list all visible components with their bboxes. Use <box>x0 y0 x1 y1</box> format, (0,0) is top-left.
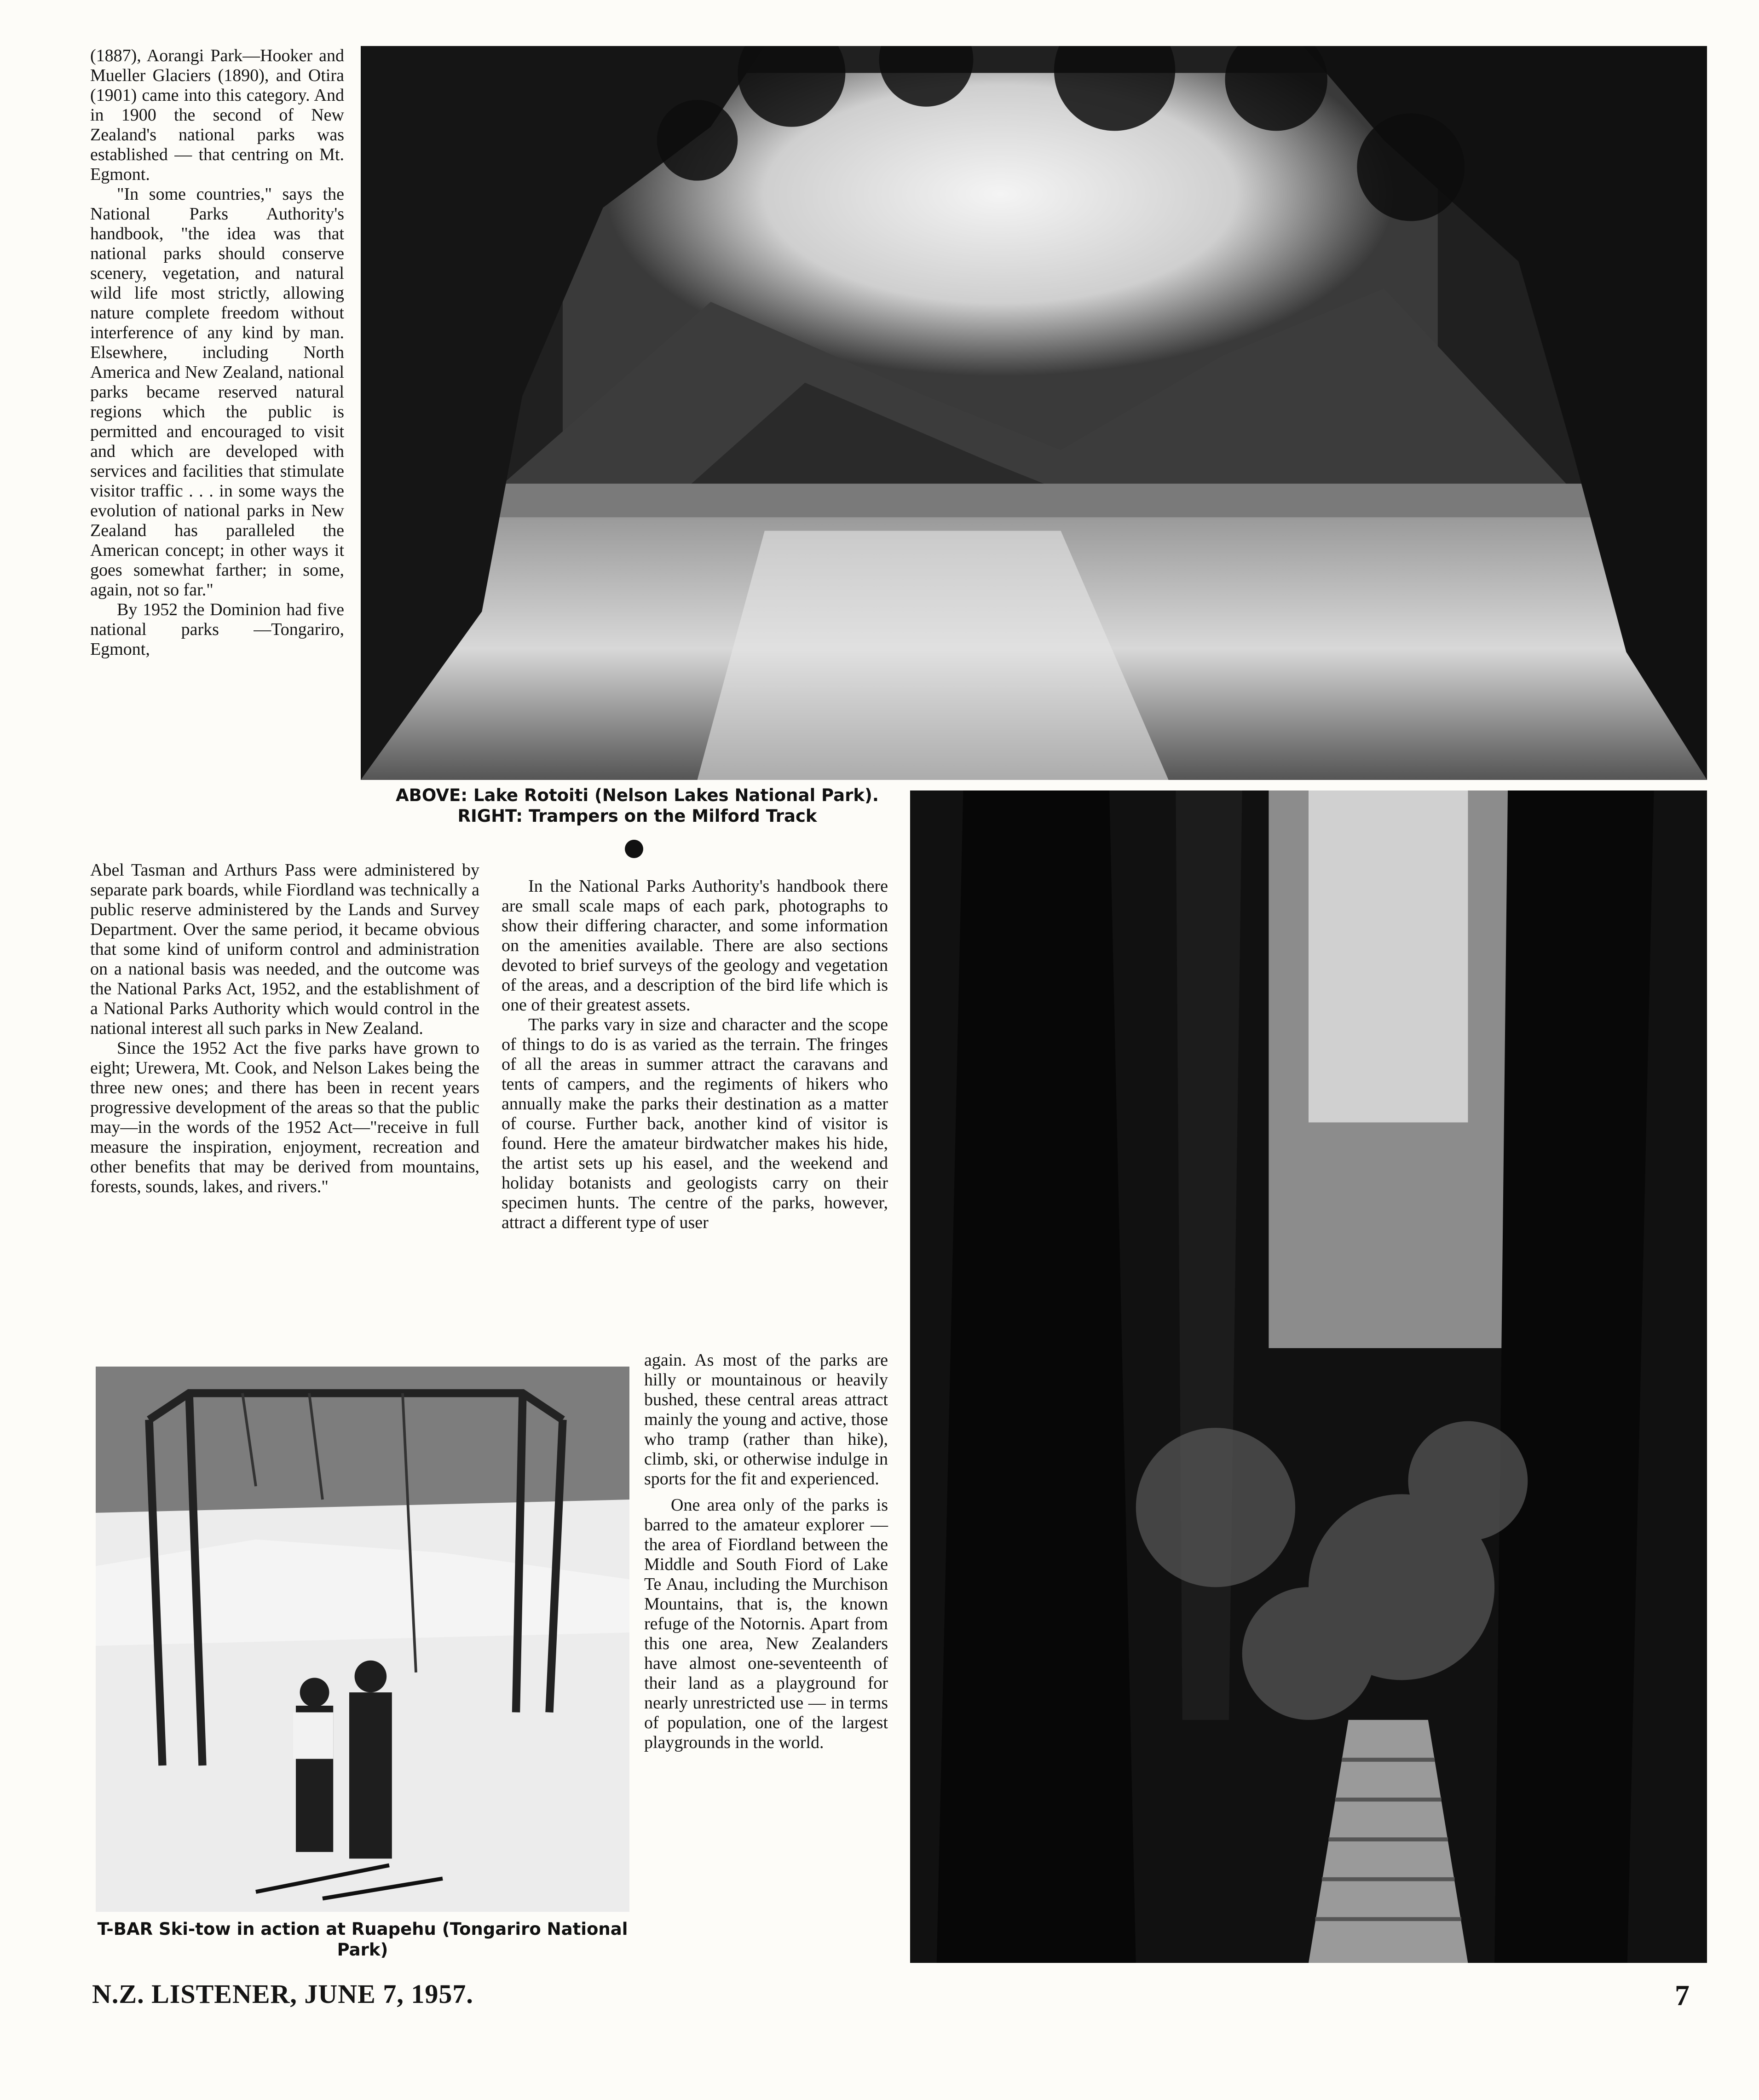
article-column-wide <box>90 860 479 1197</box>
article-paragraph: Since the 1952 Act the five parks have grown to eight; Urewera, Mt. Cook, and Nelson Lakes being the three new ones; and there has been in recent years progressive development of the areas so that the public may—in the words of the 1952 Act—"receive in full measure the inspiration, enjoyment, recreation and other benefits that may be derived from mountains, forests, sounds, lakes, and rivers." <box>90 1038 479 1196</box>
article-paragraph: By 1952 the Dominion had five national parks —Tongariro, Egmont, <box>90 600 344 659</box>
article-paragraph: again. As most of the parks are hilly or mountainous or heavily bushed, these central areas attract mainly the young and active, those who tramp (rather than hike), climb, ski, or otherwise indulge in sports for the fit and experienced. <box>644 1350 888 1488</box>
publication-footer: N.Z. LISTENER, JUNE 7, 1957. <box>92 1979 473 2009</box>
article-paragraph: "In some countries," says the National Parks Authority's handbook, "the idea was that national parks should conserve scenery, vegetation, and natural wild life most strictly, allowing nature complete freedom without interference of any kind by man. Elsewhere, including North America and New Zealand, national parks became reserved natural regions which the public is permitted and encouraged to visit and which are developed with services and facilities that stimulate visitor traffic . . . in some ways the evolution of national parks in New Zealand has paralleled the American concept; in other ways it goes somewhat farther; in some, again, not so far." <box>90 185 344 600</box>
ski-tow-photo <box>96 1367 629 1912</box>
separator-dot <box>625 840 643 858</box>
article-column-middle <box>502 877 888 1233</box>
article-column-narrow <box>644 1350 888 1753</box>
page-number: 7 <box>1675 1979 1690 2012</box>
article-paragraph: One area only of the parks is barred to the amateur explorer — the area of Fiordland between the Middle and South Fiord of Lake Te Anau, including the Murchison Mountains, that is, the known refuge of the Notornis. Apart from this one area, New Zealanders have almost one-seventeenth of their land as a playground for nearly unrestricted use — in terms of population, one of the largest playgrounds in the world. <box>644 1495 888 1752</box>
article-paragraph: Abel Tasman and Arthurs Pass were administered by separate park boards, while Fiordland was technically a public reserve administered by the Lands and Survey Department. Over the same period, it became obvious that some kind of uniform control and administration on a national basis was needed, and the outcome was the National Parks Act, 1952, and the establishment of a National Parks Authority which would control in the national interest all such parks in New Zealand. <box>90 860 479 1038</box>
article-paragraph: (1887), Aorangi Park—Hooker and Mueller Glaciers (1890), and Otira (1901) came into this category. And in 1900 the second of New Zealand's national parks was established — that centring on Mt. Egmont. <box>90 46 344 184</box>
lake-photo-caption: ABOVE: Lake Rotoiti (Nelson Lakes National Park). RIGHT: Trampers on the Milford Track <box>396 785 879 826</box>
milford-track-photo <box>910 790 1707 1963</box>
article-paragraph: In the National Parks Authority's handbook there are small scale maps of each park, photographs to show their differing character, and some information on the amenities available. There are also sections devoted to brief surveys of the geology and vegetation of the areas, and a description of the bird life which is one of their greatest assets. <box>502 877 888 1015</box>
ski-photo-caption: T-BAR Ski-tow in action at Ruapehu (Tongariro National Park) <box>97 1919 628 1960</box>
article-column-left <box>90 46 344 659</box>
lake-rotoiti-photo <box>361 46 1707 780</box>
article-paragraph: The parks vary in size and character and the scope of things to do is as varied as the terrain. The fringes of all the areas in summer attract the caravans and tents of campers, and the regiments of hikers who annually make the parks their destination as a matter of course. Further back, another kind of visitor is found. Here the amateur birdwatcher makes his hide, the artist sets up his easel, and the weekend and holiday botanists and geologists carry on their specimen hunts. The centre of the parks, however, attract a different type of user <box>502 1015 888 1232</box>
